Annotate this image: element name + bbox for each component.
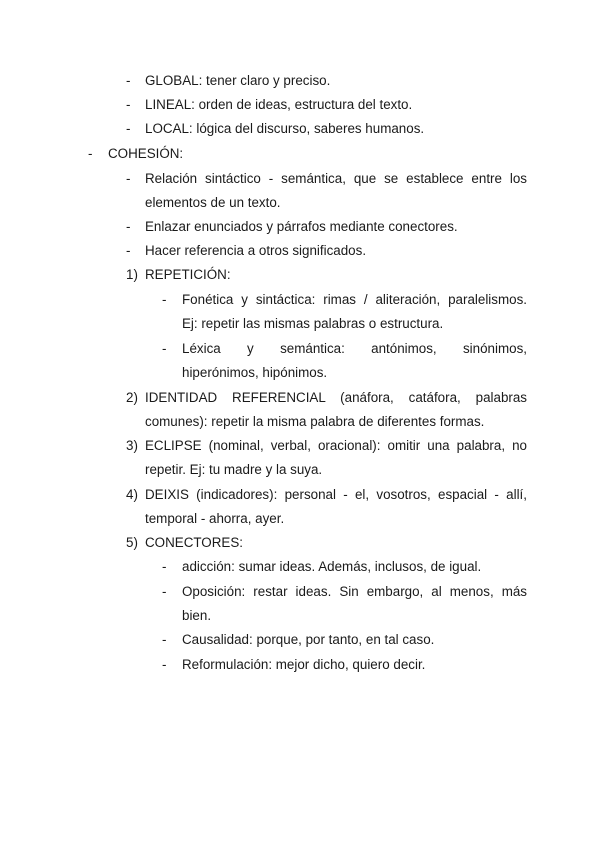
section-heading-cohesion: COHESIÓN: <box>108 146 184 161</box>
list-dash: - <box>126 219 131 234</box>
sub-item-line: adicción: sumar ideas. Además, inclusos, de igual. <box>182 559 482 574</box>
list-number: 1) <box>126 267 138 282</box>
numbered-item-heading: CONECTORES: <box>145 535 243 550</box>
list-dash: - <box>162 341 167 356</box>
sub-item-line: Reformulación: mejor dicho, quiero decir. <box>182 657 426 672</box>
list-dash: - <box>162 292 167 307</box>
list-item-lineal: LINEAL: orden de ideas, estructura del texto. <box>145 97 413 112</box>
sub-item-line: hiperónimos, hipónimos. <box>182 365 328 380</box>
sub-item-line: Causalidad: porque, por tanto, en tal caso. <box>182 632 435 647</box>
numbered-item-line: temporal - ahorra, ayer. <box>145 511 285 526</box>
list-item-line: Enlazar enunciados y párrafos mediante conectores. <box>145 219 458 234</box>
list-item-local: LOCAL: lógica del discurso, saberes humanos. <box>145 121 425 136</box>
list-dash: - <box>126 171 131 186</box>
list-number: 4) <box>126 487 138 502</box>
sub-item-line: Fonética y sintáctica: rimas / aliteración, paralelismos. <box>182 292 527 307</box>
sub-item-line: Léxica y semántica: antónimos, sinónimos, <box>182 341 527 356</box>
list-dash: - <box>126 243 131 258</box>
list-dash: - <box>126 73 131 88</box>
list-number: 2) <box>126 390 138 405</box>
list-dash: - <box>126 97 131 112</box>
list-item-line: Relación sintáctico - semántica, que se establece entre los <box>145 171 527 186</box>
list-item-line: elementos de un texto. <box>145 195 281 210</box>
numbered-item-line: IDENTIDAD REFERENCIAL (anáfora, catáfora, palabras <box>145 390 527 405</box>
sub-item-line: Ej: repetir las mismas palabras o estructura. <box>182 316 444 331</box>
sub-item-line: bien. <box>182 608 212 623</box>
list-item-line: Hacer referencia a otros significados. <box>145 243 367 258</box>
list-number: 3) <box>126 438 138 453</box>
numbered-item-heading: REPETICIÓN: <box>145 267 231 282</box>
numbered-item-line: ECLIPSE (nominal, verbal, oracional): omitir una palabra, no <box>145 438 527 453</box>
list-number: 5) <box>126 535 138 550</box>
list-dash: - <box>162 559 167 574</box>
sub-item-line: Oposición: restar ideas. Sin embargo, al menos, más <box>182 584 527 599</box>
list-dash: - <box>162 632 167 647</box>
list-dash: - <box>88 146 93 161</box>
numbered-item-line: comunes): repetir la misma palabra de diferentes formas. <box>145 414 485 429</box>
numbered-item-line: repetir. Ej: tu madre y la suya. <box>145 462 323 477</box>
list-dash: - <box>126 121 131 136</box>
list-dash: - <box>162 657 167 672</box>
list-item-global: GLOBAL: tener claro y preciso. <box>145 73 331 88</box>
list-dash: - <box>162 584 167 599</box>
numbered-item-line: DEIXIS (indicadores): personal - el, vosotros, espacial - allí, <box>145 487 527 502</box>
